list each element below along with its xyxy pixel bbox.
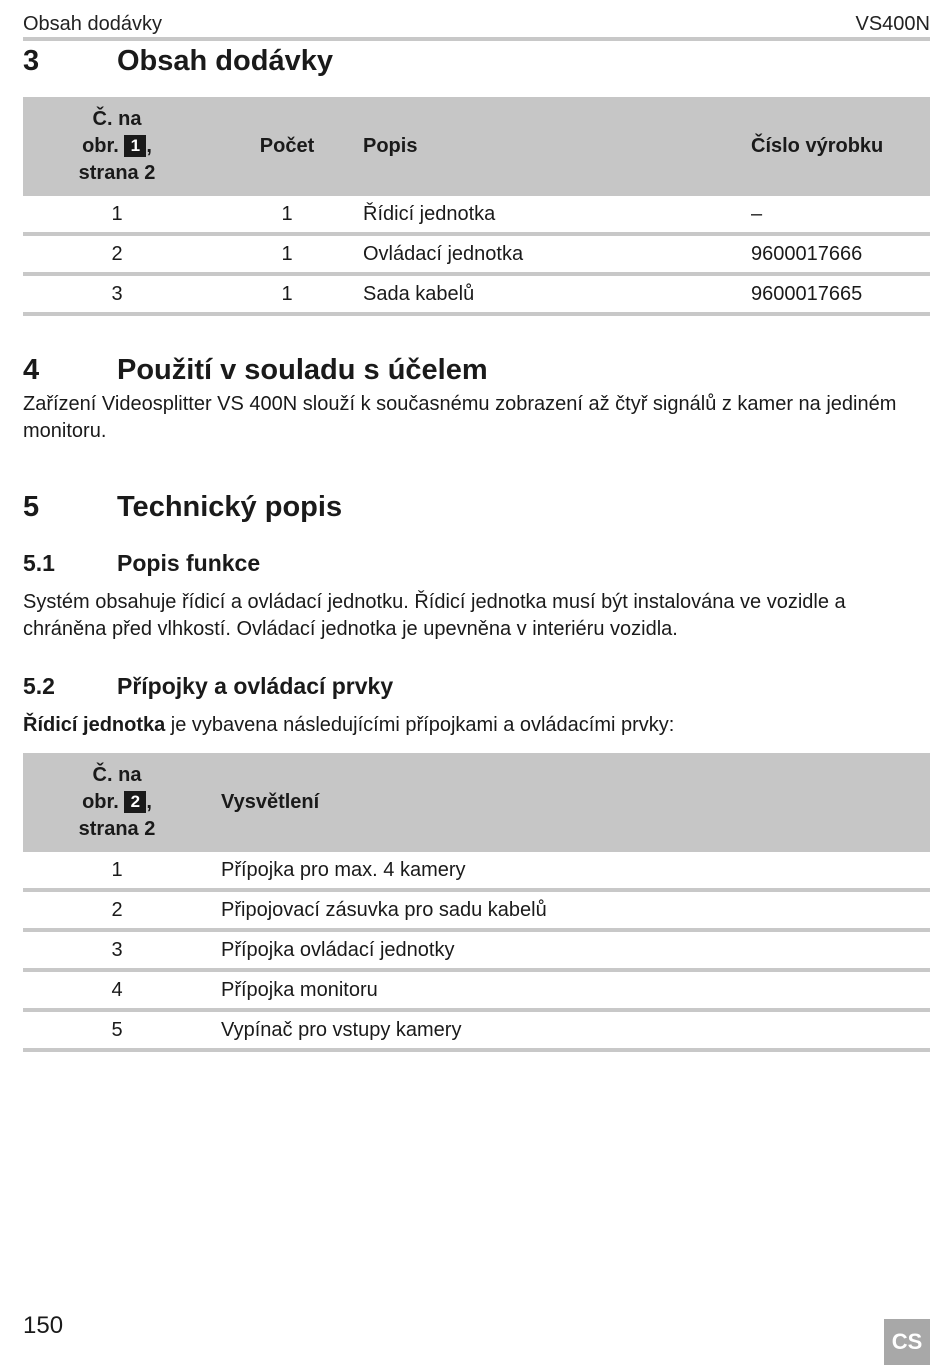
col-header-ref: Č. na obr. 1 , strana 2 — [78, 108, 156, 184]
section-4-text: Zařízení Videosplitter VS 400N slouží k současnému zobrazení až čtyř signálů z kamer na jediném monitoru. — [23, 393, 897, 442]
connections-table — [23, 753, 930, 1052]
header-section-title: Obsah dodávky — [23, 13, 162, 35]
table-row: 3 1 Sada kabelů 9600017665 — [23, 274, 930, 314]
col-header-part: Číslo výrobku — [751, 135, 884, 157]
figure-badge: 1 — [124, 135, 146, 157]
section-4-heading: 4 Použití v souladu s účelem — [23, 354, 488, 386]
col-header-ref: Č. na obr. 2 , strana 2 — [78, 764, 156, 840]
table-row: 2 Připojovací zásuvka pro sadu kabelů — [23, 890, 930, 930]
col-header-count: Počet — [259, 135, 315, 157]
header-model: VS400N — [855, 13, 930, 35]
table-row: 3 Přípojka ovládací jednotky — [23, 930, 930, 970]
table-row: 5 Vypínač pro vstupy kamery — [23, 1010, 930, 1050]
col-header-desc: Popis — [363, 135, 418, 157]
table-row: 2 1 Ovládací jednotka 9600017666 — [23, 234, 930, 274]
document-page — [23, 0, 930, 1052]
page-number: 150 — [23, 1312, 64, 1339]
section-3-heading: 3 Obsah dodávky — [23, 45, 333, 77]
section-5-1-text: Systém obsahuje řídicí a ovládací jednotku. Řídicí jednotka musí být instalována ve vozidle a chráněna před vlhkostí. Ovládací jednotka je upevněna v interiéru vozidla. — [23, 591, 846, 640]
section-5-2-heading: 5.2 Přípojky a ovládací prvky — [23, 673, 394, 699]
delivery-contents-table — [23, 97, 930, 316]
table-header-row — [23, 97, 930, 196]
table-row: 1 1 Řídicí jednotka – — [23, 196, 930, 234]
section-5-2-intro: Řídicí jednotka je vybavena následujícími přípojkami a ovládacími prvky: — [23, 714, 675, 736]
table-header-row — [23, 753, 930, 852]
col-header-explanation: Vysvětlení — [221, 791, 320, 813]
table-row: 1 Přípojka pro max. 4 kamery — [23, 852, 930, 890]
figure-badge: 2 — [124, 791, 146, 813]
table-row: 4 Přípojka monitoru — [23, 970, 930, 1010]
running-header — [23, 0, 930, 41]
language-badge: CS — [884, 1319, 930, 1365]
section-5-heading: 5 Technický popis — [23, 491, 343, 523]
section-5-1-heading: 5.1 Popis funkce — [23, 550, 261, 576]
